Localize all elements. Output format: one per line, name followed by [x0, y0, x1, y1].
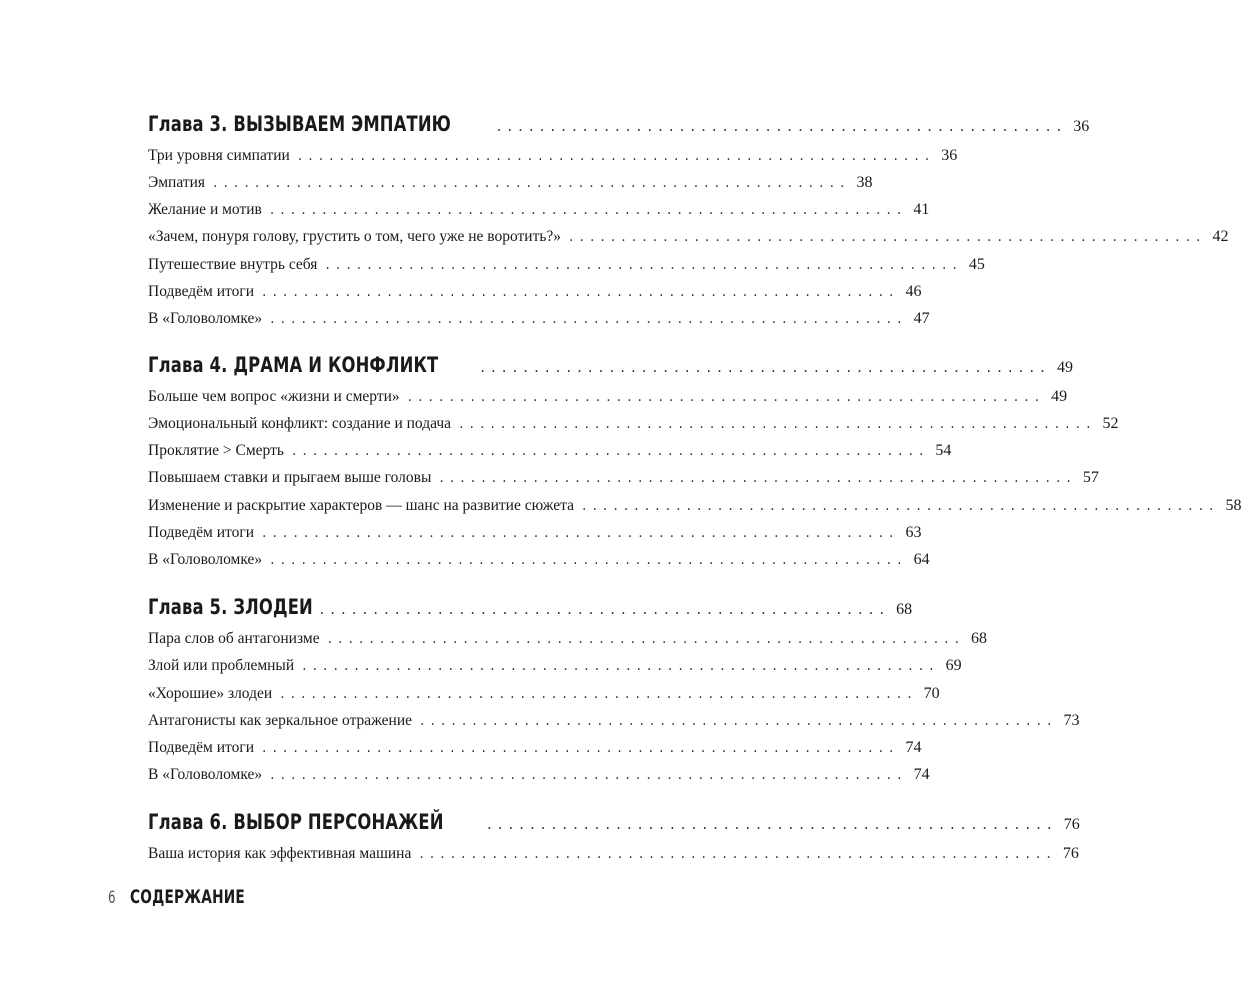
chapter-page: 68 — [896, 601, 913, 618]
dot-leader: ............................................................. — [325, 257, 963, 273]
dot-leader: ............................................................. — [419, 846, 1057, 862]
dot-leader: ............................................................. — [269, 202, 908, 218]
page-number: 6 — [108, 888, 116, 908]
running-header-section: СОДЕРЖАНИЕ — [130, 886, 245, 908]
dot-leader: ..................................................... — [496, 117, 1068, 135]
entry-title: Подведём итоги — [148, 739, 255, 756]
toc-entry — [148, 497, 1241, 527]
dot-leader: ............................................................. — [291, 443, 930, 459]
entry-title: Повышаем ставки и прыгаем выше головы — [148, 469, 432, 486]
toc-entry — [148, 766, 930, 796]
entry-page: 45 — [968, 256, 985, 273]
toc-entry — [148, 147, 958, 177]
dot-leader: ............................................................. — [582, 498, 1220, 514]
dot-leader: ............................................................. — [569, 229, 1207, 245]
entry-page: 54 — [935, 442, 952, 459]
chapter-title: Глава 6. ВЫБОР ПЕРСОНАЖЕЙ — [148, 810, 444, 834]
toc-entry — [148, 845, 1079, 875]
toc-entry — [148, 442, 952, 472]
toc-entry — [148, 712, 1080, 742]
entry-title: Подведём итоги — [148, 524, 255, 541]
chapter-heading — [148, 810, 1080, 840]
dot-leader: ............................................................. — [302, 658, 940, 674]
entry-page: 64 — [913, 551, 930, 568]
entry-page: 63 — [905, 524, 922, 541]
entry-title: «Зачем, понуря голову, грустить о том, чего уже не воротить?» — [148, 228, 562, 245]
entry-title: В «Головоломке» — [148, 551, 263, 568]
entry-title: Подведём итоги — [148, 283, 255, 300]
dot-leader: ............................................................. — [459, 416, 1097, 432]
entry-title: Три уровня симпатии — [148, 147, 290, 164]
entry-page: 69 — [945, 657, 962, 674]
chapter-heading — [148, 112, 1090, 142]
toc-entry — [148, 469, 1099, 499]
entry-page: 73 — [1063, 712, 1080, 729]
dot-leader: ............................................................. — [270, 767, 908, 783]
toc-entry — [148, 739, 922, 769]
toc-entry — [148, 228, 1229, 258]
dot-leader: ............................................................. — [297, 148, 936, 164]
page-footer — [108, 886, 290, 908]
chapter-title: Глава 4. ДРАМА И КОНФЛИКТ — [148, 353, 439, 377]
toc-entry — [148, 201, 930, 231]
chapter-heading — [148, 353, 1073, 383]
entry-page: 58 — [1225, 497, 1241, 514]
entry-page: 49 — [1051, 388, 1068, 405]
chapter-title: Глава 3. ВЫЗЫВАЕМ ЭМПАТИЮ — [148, 112, 452, 136]
entry-page: 57 — [1082, 469, 1099, 486]
dot-leader: ............................................................. — [420, 713, 1058, 729]
dot-leader: ..................................................... — [319, 600, 891, 618]
chapter-heading — [148, 595, 913, 625]
entry-title: Больше чем вопрос «жизни и смерти» — [148, 388, 400, 405]
entry-title: Проклятие > Смерть — [148, 442, 284, 459]
entry-page: 74 — [913, 766, 930, 783]
toc-entry — [148, 174, 873, 204]
toc-entry — [148, 685, 940, 715]
entry-page: 70 — [923, 685, 940, 702]
entry-page: 46 — [905, 283, 922, 300]
entry-page: 38 — [856, 174, 873, 191]
toc-entry — [148, 388, 1068, 418]
dot-leader: ............................................................. — [213, 175, 851, 191]
dot-leader: ............................................................. — [262, 740, 900, 756]
entry-title: Путешествие внутрь себя — [148, 256, 318, 273]
entry-title: Изменение и раскрытие характеров — шанс на развитие сюжета — [148, 497, 575, 514]
entry-page: 47 — [913, 310, 930, 327]
toc-entry — [148, 283, 922, 313]
entry-title: Желание и мотив — [148, 201, 262, 218]
entry-page: 76 — [1062, 845, 1079, 862]
toc-entry — [148, 524, 922, 554]
toc-entry — [148, 551, 930, 581]
dot-leader: ............................................................. — [270, 552, 908, 568]
entry-page: 42 — [1212, 228, 1229, 245]
chapter-page: 49 — [1056, 359, 1073, 376]
dot-leader: ............................................................. — [407, 389, 1046, 405]
dot-leader: ..................................................... — [480, 358, 1051, 376]
toc-entry — [148, 256, 985, 286]
chapter-title: Глава 5. ЗЛОДЕИ — [148, 595, 313, 619]
entry-page: 52 — [1102, 415, 1119, 432]
entry-page: 68 — [971, 630, 988, 647]
dot-leader: ............................................................. — [327, 631, 966, 647]
dot-leader: ............................................................. — [270, 311, 908, 327]
dot-leader: ............................................................. — [262, 284, 900, 300]
toc-entry — [148, 310, 930, 340]
entry-title: Эмпатия — [148, 174, 206, 191]
chapter-page: 76 — [1063, 816, 1080, 833]
dot-leader: ............................................................. — [262, 525, 900, 541]
entry-title: В «Головоломке» — [148, 310, 263, 327]
entry-title: В «Головоломке» — [148, 766, 263, 783]
dot-leader: ..................................................... — [486, 815, 1058, 833]
entry-title: Злой или проблемный — [148, 657, 295, 674]
entry-title: «Хорошие» злодеи — [148, 685, 273, 702]
toc-entry — [148, 415, 1119, 445]
entry-page: 36 — [941, 147, 958, 164]
chapter-page: 36 — [1073, 118, 1090, 135]
entry-page: 41 — [913, 201, 930, 218]
entry-page: 74 — [905, 739, 922, 756]
entry-title: Пара слов об антагонизме — [148, 630, 320, 647]
dot-leader: ............................................................. — [439, 470, 1077, 486]
toc-entry — [148, 630, 988, 660]
entry-title: Антагонисты как зеркальное отражение — [148, 712, 413, 729]
entry-title: Ваша история как эффективная машина — [148, 845, 412, 862]
dot-leader: ............................................................. — [280, 686, 918, 702]
entry-title: Эмоциональный конфликт: создание и подача — [148, 415, 452, 432]
toc-entry — [148, 657, 962, 687]
